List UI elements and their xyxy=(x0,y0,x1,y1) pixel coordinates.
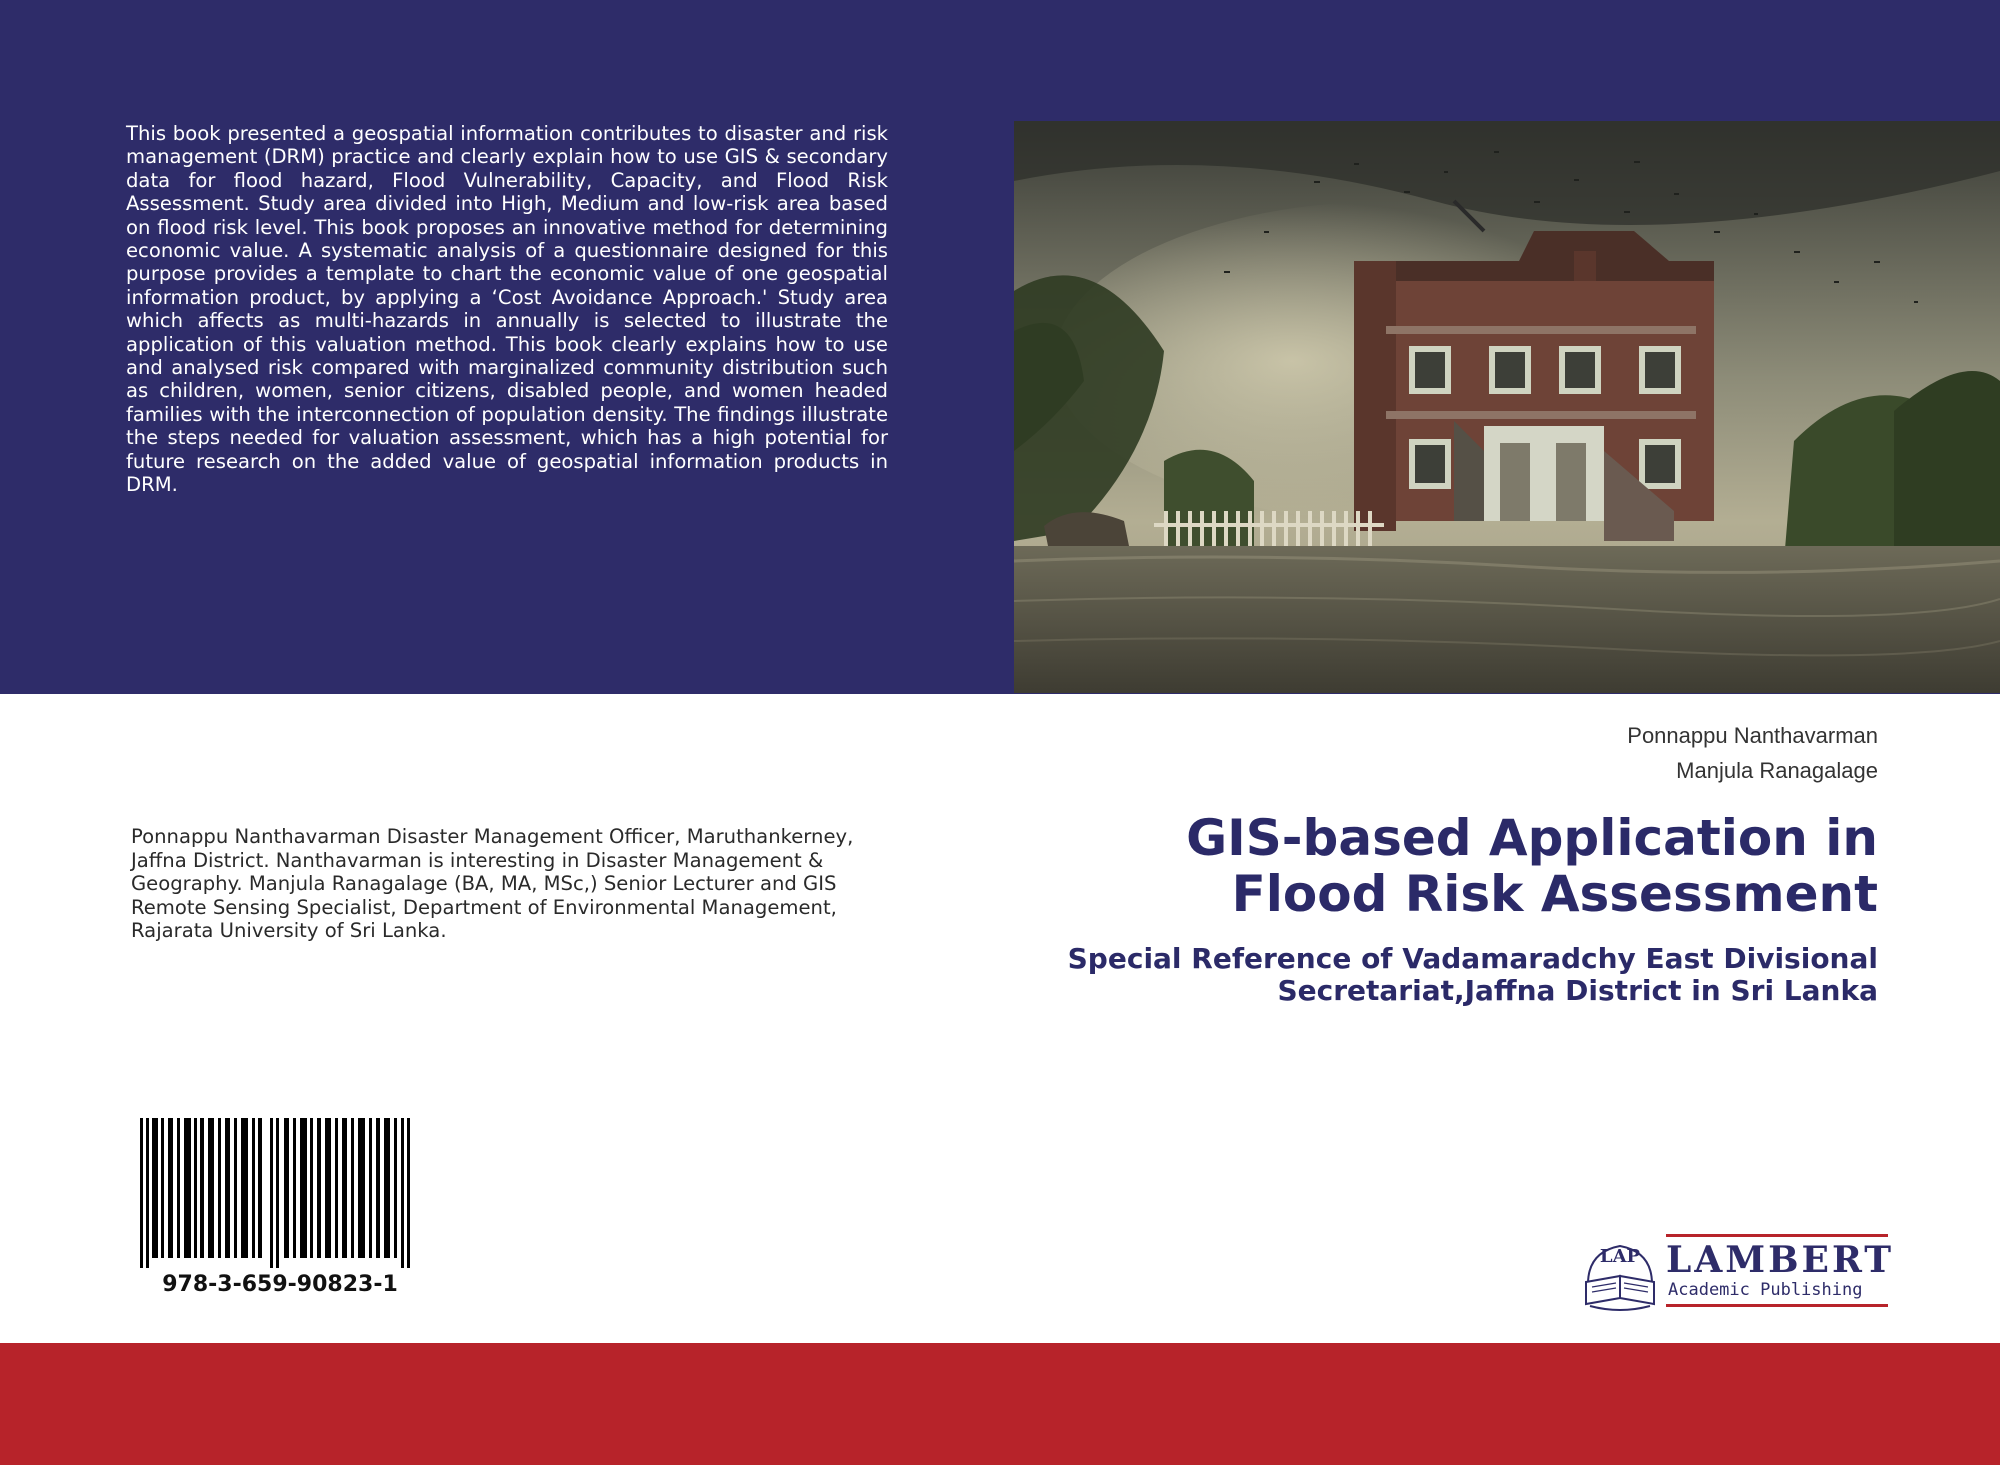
author-name: Ponnappu Nanthavarman xyxy=(1627,723,1878,748)
publisher-tagline: Academic Publishing xyxy=(1668,1280,1863,1300)
flooded-house-icon xyxy=(1014,121,2000,693)
book-title xyxy=(978,810,1878,922)
publisher-rule xyxy=(1666,1304,1888,1307)
book-title-line: Flood Risk Assessment xyxy=(1231,865,1878,923)
book-title-line: GIS-based Application in xyxy=(1186,809,1878,867)
author-name: Manjula Ranagalage xyxy=(1676,758,1878,783)
open-book-icon xyxy=(1578,1232,1662,1314)
back-cover-blurb: This book presented a geospatial information contributes to disaster and risk management (DRM) practice and clearly explain how to use GIS & secondary data for flood hazard, Flood Vulnerability, Capacity, and Flood Risk Assessment. Study area divided into High, Medium and low-risk area based on flood risk level. This book proposes an innovative method for determining economic value. A systematic analysis of a questionnaire designed for this purpose provides a template to chart the economic value of one geospatial information product, by applying a ‘Cost Avoidance Approach.' Study area which affects as multi-hazards in annually is selected to illustrate the application of this valuation method. This book clearly explains how to use and analysed risk compared with marginalized community distribution such as children, women, senior citizens, disabled people, and women headed families with the interconnection of population density. The findings illustrate the steps needed for valuation assessment, which has a high potential for future research on the added value of geospatial information products in DRM. xyxy=(126,122,888,497)
flooded-house-image xyxy=(1014,121,2000,693)
book-subtitle-line: Secretariat,Jaffna District in Sri Lanka xyxy=(1277,974,1878,1007)
publisher-badge: LAP xyxy=(1599,1246,1641,1267)
book-subtitle-line: Special Reference of Vadamaradchy East Divisional xyxy=(1067,942,1878,975)
barcode-icon xyxy=(140,1118,420,1268)
author-bio: Ponnappu Nanthavarman Disaster Management Officer, Maruthankerney, Jaffna District. Nanthavarman is interesting in Disaster Management & Geography. Manjula Ranagalage (BA, MA, MSc,) Senior Lecturer and GIS Remote Sensing Specialist, Department of Environmental Management, Rajarata University of Sri Lanka. xyxy=(131,825,854,943)
isbn-number: 978-3-659-90823-1 xyxy=(162,1272,398,1297)
publisher-logo xyxy=(1578,1232,1895,1314)
author-list xyxy=(1627,723,1878,793)
book-subtitle xyxy=(978,943,1878,1007)
publisher-name: LAMBERT xyxy=(1666,1239,1895,1281)
publisher-rule xyxy=(1666,1234,1888,1237)
bottom-red-band xyxy=(0,1343,2000,1465)
